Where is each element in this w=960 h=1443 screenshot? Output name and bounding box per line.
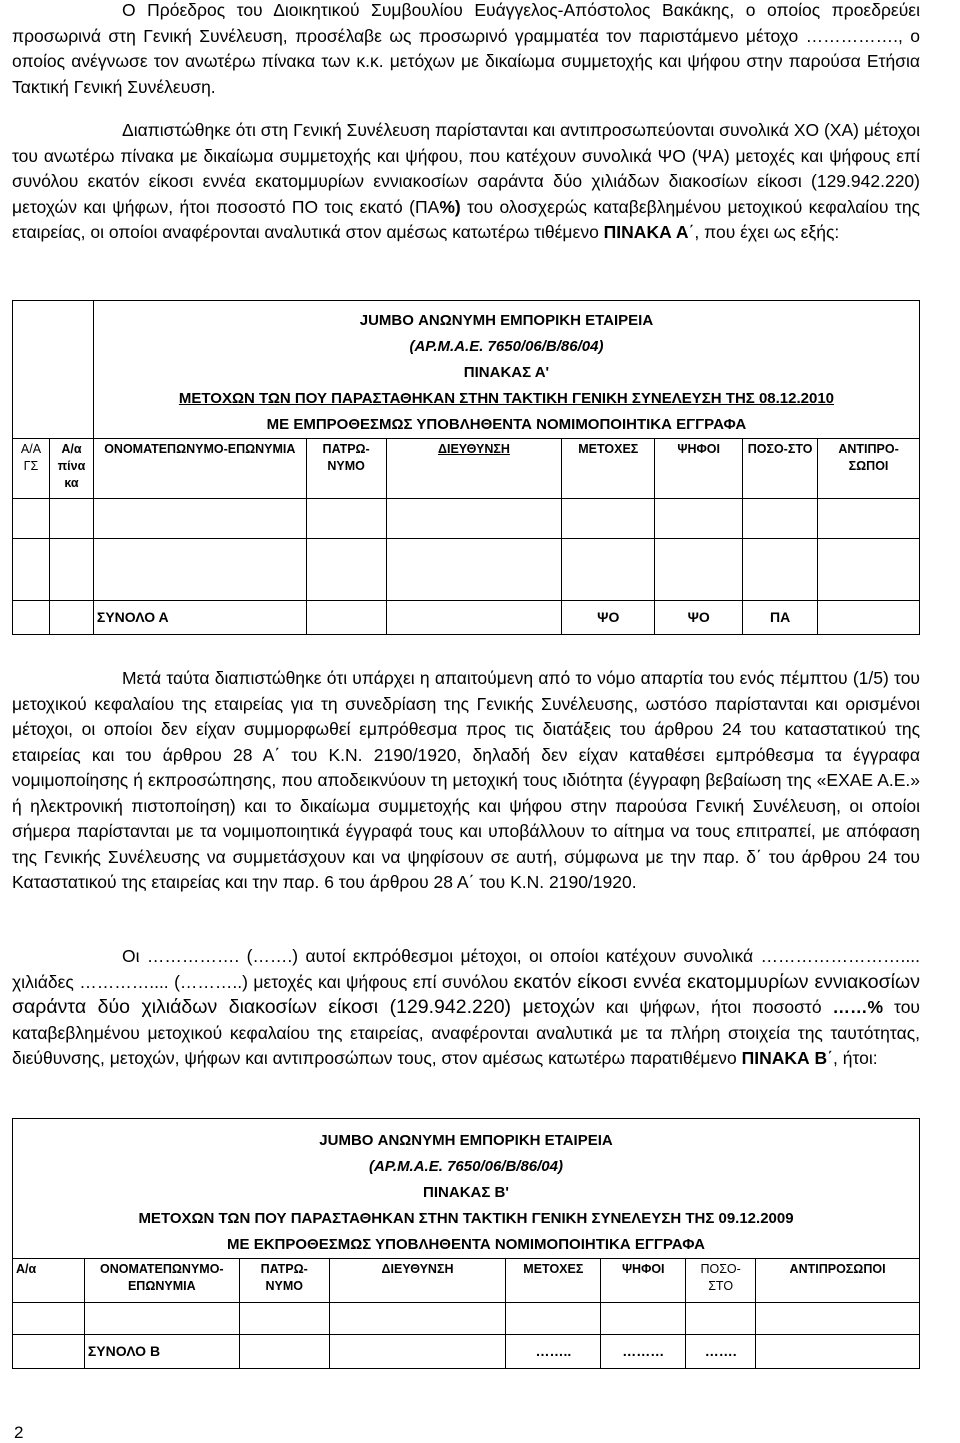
total-b-label: ΣΥΝΟΛΟ Β: [84, 1335, 239, 1369]
table-a: [12, 300, 920, 635]
late-summary-percent: ……%: [832, 997, 884, 1017]
table-a-reference: ΠΙΝΑΚΑ Α: [603, 222, 689, 242]
late-summary-end: ΄, ήτοι:: [827, 1048, 878, 1068]
late-summary-total: εκατόν είκοσι εννέα εκατομμυρίων εννιακοσίων σαράντα δύο χιλιάδων διακοσίων είκοσι (129.942.220) μετοχών: [12, 970, 920, 1018]
col-b-percent: ΠΟΣΟ-ΣΤΟ: [686, 1259, 756, 1303]
col-aa-gs: Α/Α ΓΣ: [13, 439, 50, 499]
table-a-title: [93, 301, 919, 439]
table-b-reference: ΠΙΝΑΚΑ Β: [741, 1048, 828, 1068]
col-votes: ΨΗΦΟΙ: [655, 439, 743, 499]
total-b-votes: ………: [601, 1335, 686, 1369]
col-b-address: ΔΙΕΥΘΥΝΣΗ: [329, 1259, 506, 1303]
paragraph-late-shareholders: Μετά ταύτα διαπιστώθηκε ότι υπάρχει η απαιτούμενη από το νόμο απαρτία του ενός πέμπτου (1/5) του μετοχικού κεφαλαίου της εταιρείας για τη συνεδρίαση της Γενικής Συνέλευσης, ωστόσο παρίστανται και ορισμένοι μέτοχοι, οι οποίοι δεν είχαν συμμορφωθεί εμπρόθεσμα προς τις διατάξεις του άρθρου 24 του καταστατικού της εταιρείας και του άρθρου 28 Α΄ του Κ.Ν. 2190/1920, δηλαδή δεν είχαν καταθέσει εμπρόθεσμα τα έγγραφα νομιμοποίησης ή εκπροσώπησης, που αποδεικνύουν τη μετοχική τους ιδιότητα (έγγραφη βεβαίωση της «ΕΧΑΕ Α.Ε.» ή ηλεκτρονική πιστοποίηση) και το δικαίωμα συμμετοχής και ψήφου στην παρούσα Γενική Συνέλευση, οι οποίοι σήμερα παρίστανται με τα νομιμοποιητικά έγγραφά τους και υποβάλλουν το αίτημα να τους επιτραπεί, με απόφαση της Γενικής Συνέλευσης να συμμετάσχουν και να ψηφίσουν σε αυτή, σύμφωνα με την παρ. δ΄ του άρθρου 24 του Καταστατικού της εταιρείας και την παρ. 6 του άρθρου 28 Α΄ του Κ.Ν. 2190/1920.: [12, 668, 920, 892]
table-a-registration: (ΑΡ.Μ.Α.Ε. 7650/06/Β/86/04): [409, 338, 604, 355]
col-percent: ΠΟΣΟ-ΣΤΟ: [743, 439, 818, 499]
col-address: ΔΙΕΥΘΥΝΣΗ: [386, 439, 562, 499]
table-b-company: JUMBO ΑΝΩΝΥΜΗ ΕΜΠΟΡΙΚΗ ΕΤΑΙΡΕΙΑ: [319, 1132, 613, 1149]
paragraph-intro: Ο Πρόεδρος του Διοικητικού Συμβουλίου Ευάγγελος-Απόστολος Βακάκης, ο οποίος προεδρεύει προσωρινά στη Γενική Συνέλευση, προσέλαβε ως προσωρινό γραμματέα τον παριστάμενο μέτοχο ……………., ο οποίος ανέγνωσε τον ανωτέρω πίνακα των κ.κ. μετόχων με δικαίωμα συμμετοχής και ψήφου στην παρούσα Ετήσια Τακτική Γενική Συνέλευση.: [12, 0, 920, 97]
table-row: [13, 1303, 920, 1335]
table-row: [13, 539, 920, 601]
total-a-percent: ΠΑ: [743, 601, 818, 635]
table-a-name: ΠΙΝΑΚΑΣ Α': [463, 364, 550, 381]
table-b: [12, 1118, 920, 1369]
col-b-proxies: ΑΝΤΙΠΡΟΣΩΠΟΙ: [756, 1259, 920, 1303]
table-b-subtitle-1: ΜΕΤΟΧΩΝ ΤΩΝ ΠΟΥ ΠΑΡΑΣΤΑΘΗΚΑΝ ΣΤΗΝ ΤΑΚΤΙΚΗ ΓΕΝΙΚΗ ΣΥΝΕΛΕΥΣΗ ΤΗΣ 09.12.2009: [138, 1210, 794, 1227]
quorum-text: Διαπιστώθηκε ότι στη Γενική Συνέλευση παρίστανται και αντιπροσωπεύονται συνολικά ΧΟ (ΧΑ) μέτοχοι του ανωτέρω πίνακα με δικαίωμα συμμετοχής και ψήφου, που κατέχουν συνολικά ΨΟ (ΨΑ) μετοχές και ψήφους επί συνόλου εκατόν είκοσι εννέα εκατομμυρίων εννιακοσίων σαράντα δύο χιλιάδων διακοσίων είκοσι (129.942.220) μετοχών και ψήφων, ήτοι ποσοστό ΠΟ τοις εκατό (ΠΑ: [12, 120, 920, 217]
quorum-text-end: ΄, που έχει ως εξής:: [688, 222, 840, 242]
quorum-text-rest: του ολοσχερώς καταβεβλημένου μετοχικού κεφαλαίου της εταιρείας, οι οποίοι αναφέρονται αναλυτικά στον αμέσως κατωτέρω τιθέμενο: [12, 196, 920, 242]
col-b-name: ΟΝΟΜΑΤΕΠΩΝΥΜΟ-ΕΠΩΝΥΜΙΑ: [84, 1259, 239, 1303]
table-b-registration: (ΑΡ.Μ.Α.Ε. 7650/06/Β/86/04): [368, 1158, 563, 1175]
table-a-total-row: [13, 601, 920, 635]
table-a-subtitle-1: ΜΕΤΟΧΩΝ ΤΩΝ ΠΟΥ ΠΑΡΑΣΤΑΘΗΚΑΝ ΣΤΗΝ ΤΑΚΤΙΚΗ ΓΕΝΙΚΗ ΣΥΝΕΛΕΥΣΗ ΤΗΣ 08.12.2010: [178, 390, 835, 407]
col-b-father: ΠΑΤΡΩ-ΝΥΜΟ: [239, 1259, 329, 1303]
col-b-shares: ΜΕΤΟΧΕΣ: [506, 1259, 601, 1303]
col-name: ΟΝΟΜΑΤΕΠΩΝΥΜΟ-ΕΠΩΝΥΜΙΑ: [93, 439, 306, 499]
paragraph-late-summary: [12, 944, 920, 1072]
col-b-aa: Α/α: [13, 1259, 85, 1303]
table-a-subtitle-2: ΜΕ ΕΜΠΡΟΘΕΣΜΩΣ ΥΠΟΒΛΗΘΕΝΤΑ ΝΟΜΙΜΟΠΟΙΗΤΙΚΑ ΕΓΓΡΑΦΑ: [266, 416, 747, 433]
quorum-percent: %): [439, 196, 461, 217]
table-row: [13, 499, 920, 539]
paragraph-quorum: [12, 118, 920, 246]
col-aa-table: Α/α πίνα κα: [49, 439, 93, 499]
table-a-corner-cell: [13, 301, 94, 439]
table-b-total-row: [13, 1335, 920, 1369]
col-b-votes: ΨΗΦΟΙ: [601, 1259, 686, 1303]
col-proxies: ΑΝΤΙΠΡΟ-ΣΩΠΟΙ: [818, 439, 920, 499]
col-shares: ΜΕΤΟΧΕΣ: [562, 439, 655, 499]
total-a-label: ΣΥΝΟΛΟ Α: [93, 601, 306, 635]
late-summary-rest: του καταβεβλημένου μετοχικού κεφαλαίου της εταιρείας, αναφέρονται αναλυτικά με τα πλήρη στοιχεία της ταυτότητας, διεύθυνσης, μετοχών, ψήφων και αντιπροσώπων τους, στον αμέσως κατωτέρω παρατιθέμενο: [12, 997, 920, 1068]
total-a-votes: ΨΟ: [655, 601, 743, 635]
table-b-subtitle-2: ΜΕ ΕΚΠΡΟΘΕΣΜΩΣ ΥΠΟΒΛΗΘΕΝΤΑ ΝΟΜΙΜΟΠΟΙΗΤΙΚΑ ΕΓΓΡΑΦΑ: [227, 1236, 705, 1253]
table-b-title: [13, 1119, 920, 1259]
total-a-shares: ΨΟ: [562, 601, 655, 635]
table-b-name: ΠΙΝΑΚΑΣ Β': [423, 1184, 509, 1201]
total-b-percent: …….: [686, 1335, 756, 1369]
table-a-company: JUMBO ΑΝΩΝΥΜΗ ΕΜΠΟΡΙΚΗ ΕΤΑΙΡΕΙΑ: [359, 312, 654, 329]
late-summary-votes: και ψήφων, ήτοι ποσοστό: [594, 997, 833, 1017]
col-father: ΠΑΤΡΩ-ΝΥΜΟ: [306, 439, 386, 499]
page-number: 2: [14, 1423, 24, 1442]
late-summary-text: Οι ……………. (…….) αυτοί εκπρόθεσμοι μέτοχοι, οι οποίοι κατέχουν συνολικά …………………….... χιλιάδες ………….... (………..) μετοχές και ψήφους επί συνόλου: [12, 946, 920, 992]
total-b-shares: ……..: [506, 1335, 601, 1369]
